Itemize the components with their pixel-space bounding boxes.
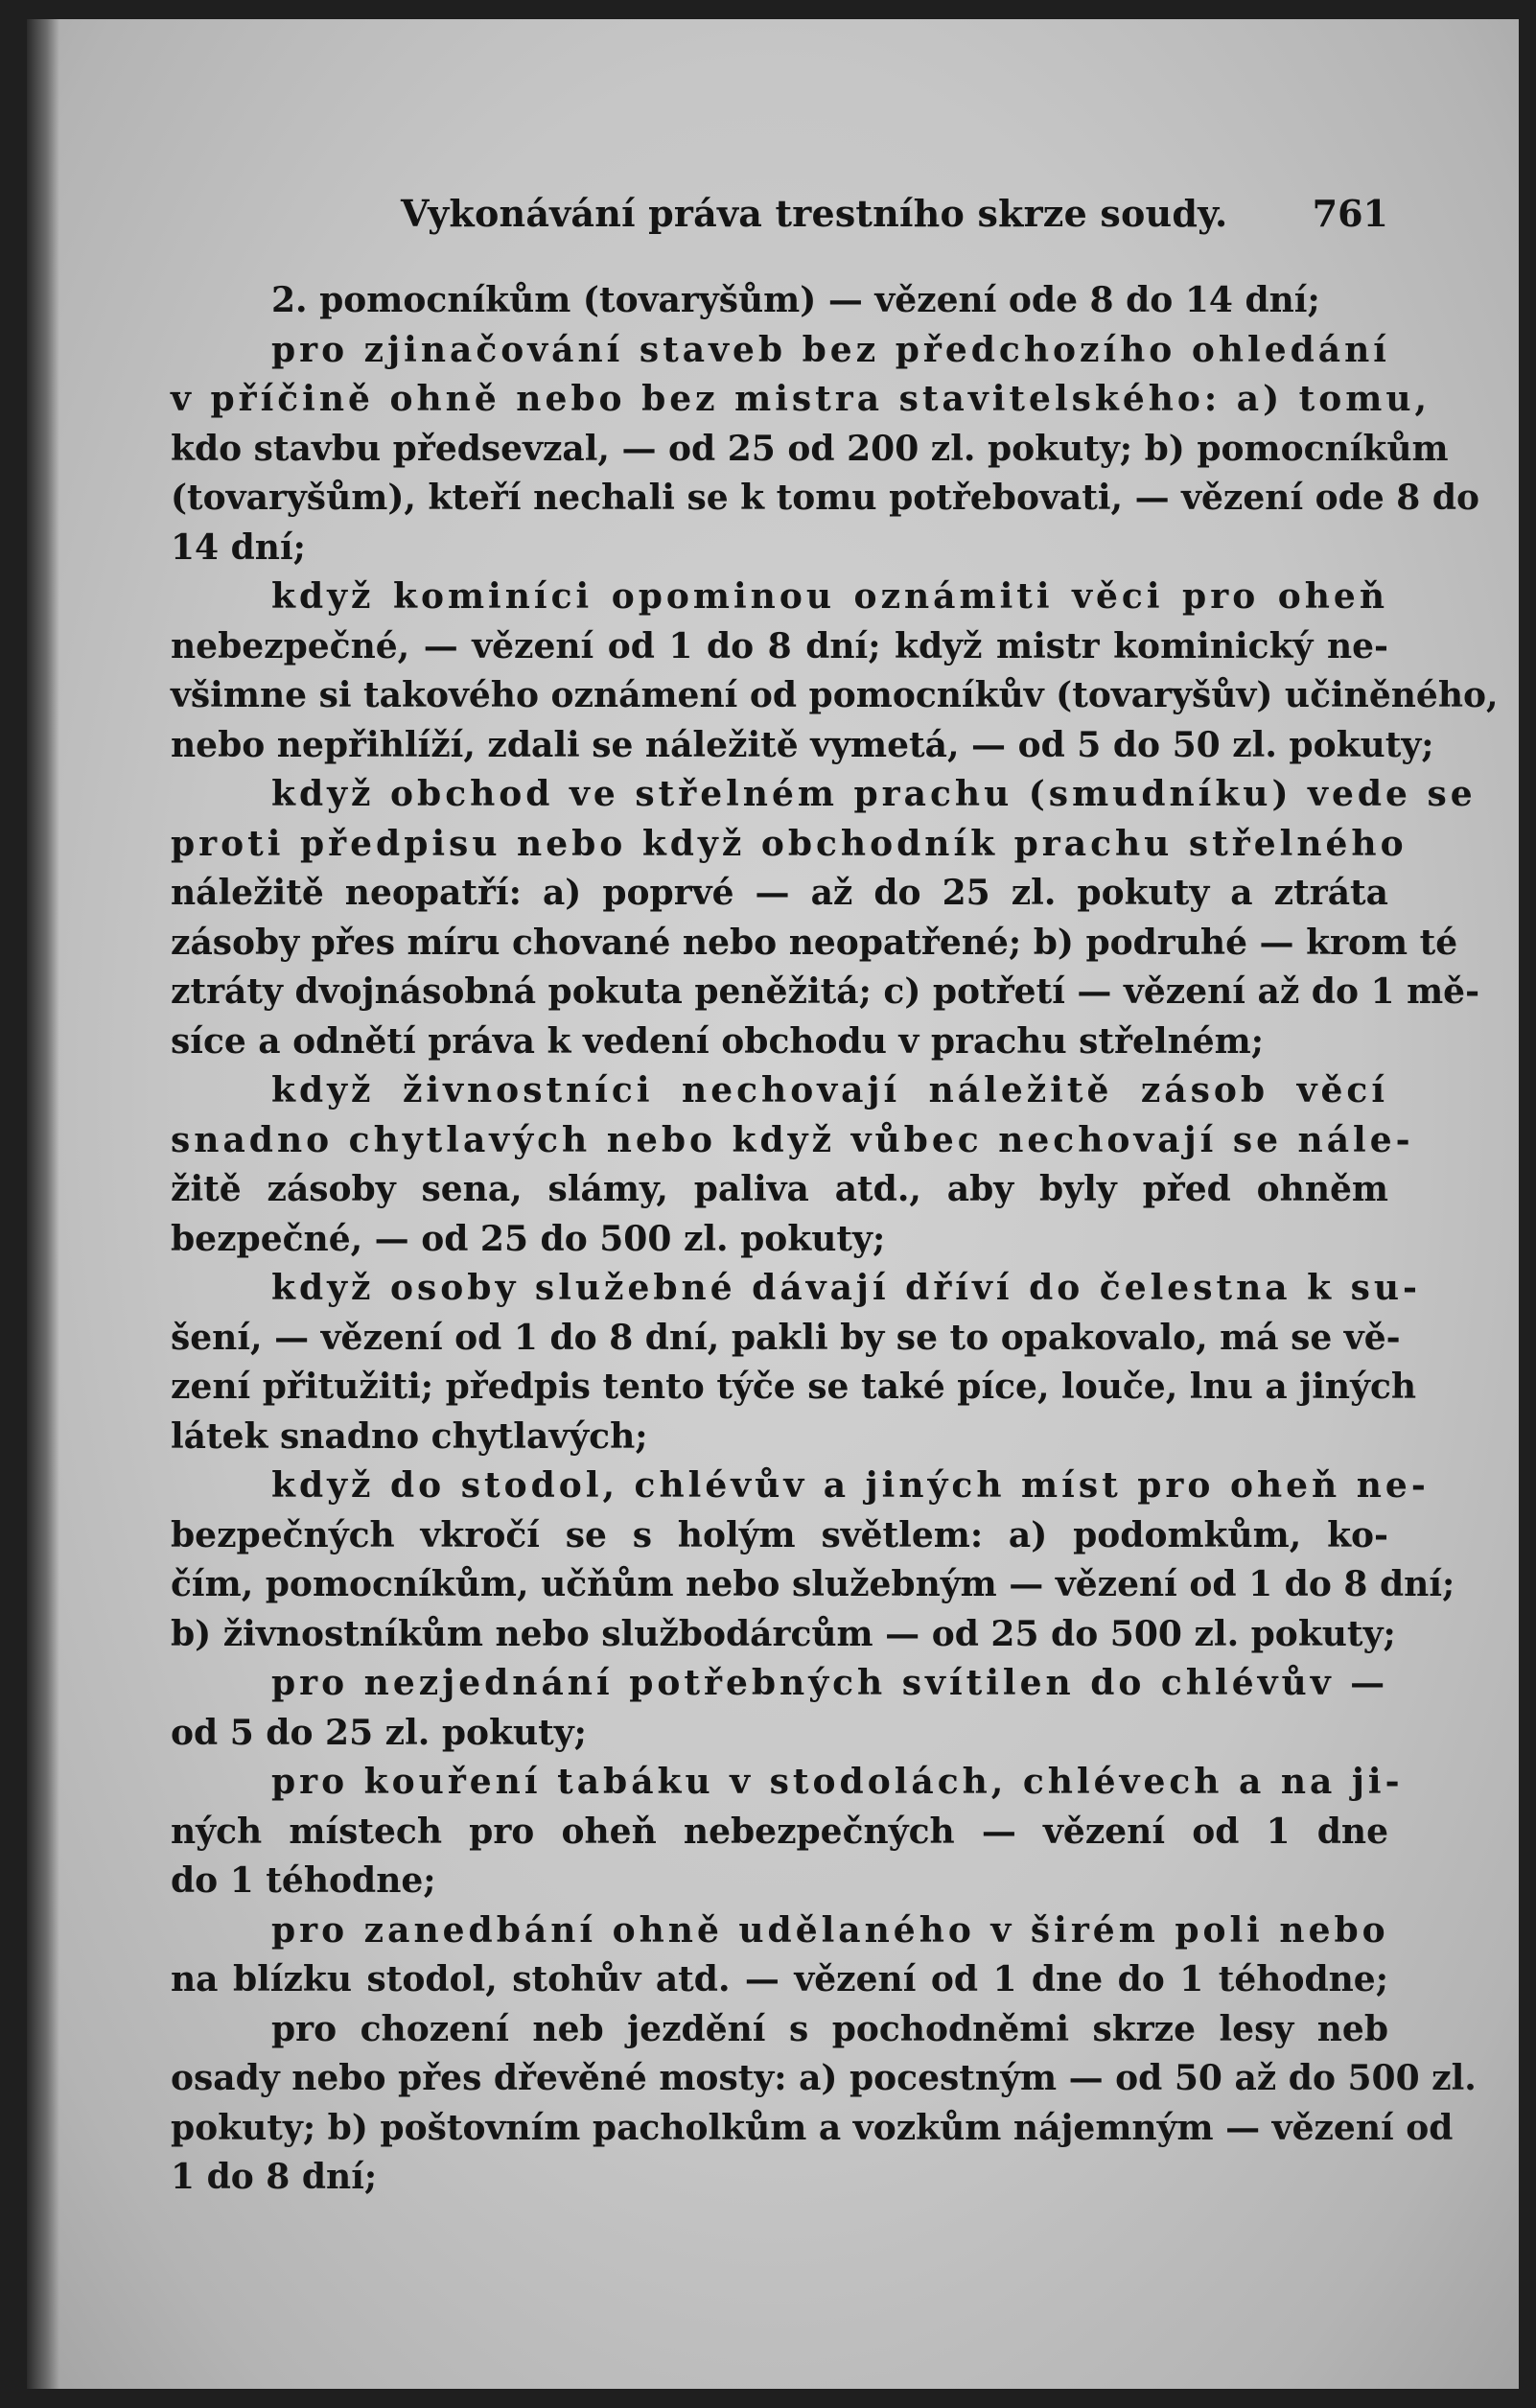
text-line: náležitě neopatří: a) poprvé — až do 25 zl. pokuty a ztráta [171,873,1388,913]
text-line: na blízku stodol, stohův atd. — vězení od 1 dne do 1 téhodne; [171,1959,1388,1999]
text-line: když kominíci opominou oznámiti věci pro oheň [271,576,1388,617]
running-head: Vykonávání práva trestního skrze soudy. [401,192,1228,235]
text-line: b) živnostníkům nebo službodárcům — od 25 do 500 zl. pokuty; [171,1613,1396,1654]
book-page [27,19,1519,2389]
text-line: žitě zásoby sena, slámy, paliva atd., aby byly před ohněm [171,1169,1388,1209]
text-line: látek snadno chytlavých; [171,1415,648,1457]
text-line: bezpečné, — od 25 do 500 zl. pokuty; [171,1218,886,1259]
text-line: proti předpisu nebo když obchodník prachu střelného [171,823,1408,864]
text-line: když obchod ve střelném prachu (smudníku) vede se [271,774,1477,814]
text-line: od 5 do 25 zl. pokuty; [171,1712,587,1753]
text-line: když živnostníci nechovají náležitě zásob věcí [271,1070,1388,1110]
text-line: v příčině ohně nebo bez mistra stavitelského: a) tomu, [171,379,1431,419]
text-line: pro chození neb jezdění s pochodněmi skrze lesy neb [271,2008,1388,2049]
text-line: 2. pomocníkům (tovaryšům) — vězení ode 8 do 14 dní; [271,280,1320,320]
text-line: do 1 téhodne; [171,1860,436,1901]
text-line: síce a odnětí práva k vedení obchodu v prachu střelném; [171,1020,1265,1062]
text-line: když do stodol, chlévův a jiných míst pro oheň ne- [271,1465,1430,1506]
page-body [171,276,1499,2203]
text-line: pro zanedbání ohně udělaného v širém poli nebo [271,1909,1389,1951]
text-line: čím, pomocníkům, učňům nebo služebným — vězení od 1 do 8 dní; [171,1564,1455,1604]
text-line: ných místech pro oheň nebezpečných — vězení od 1 dne [171,1811,1388,1852]
text-line: zásoby přes míru chované nebo neopatřené; b) podruhé — krom té [171,922,1458,963]
text-line: snadno chytlavých nebo když vůbec nechovají se nále- [171,1119,1414,1160]
page-left-edge [27,19,59,2389]
text-line: osady nebo přes dřevěné mosty: a) pocestným — od 50 až do 500 zl. [171,2058,1477,2098]
text-line: 14 dní; [171,526,306,568]
page-header [401,192,1388,249]
text-line: nebo nepřihlíží, zdali se náležitě vymetá, — od 5 do 50 zl. pokuty; [171,724,1434,765]
text-line: když osoby služebné dávají dříví do čelestna k su- [271,1268,1421,1308]
text-line: pro kouření tabáku v stodolách, chlévech a na ji- [271,1762,1404,1802]
text-line: šení, — vězení od 1 do 8 dní, pakli by se to opakovalo, má se vě- [171,1317,1401,1358]
text-line: pro zjinačování staveb bez předchozího ohledání [271,329,1390,370]
text-line: ztráty dvojnásobná pokuta peněžitá; c) potřetí — vězení až do 1 mě- [171,971,1480,1012]
text-line: nebezpečné, — vězení od 1 do 8 dní; když mistr kominický ne- [171,625,1388,666]
text-line: bezpečných vkročí se s holým světlem: a) podomkům, ko- [171,1514,1388,1555]
text-line: kdo stavbu předsevzal, — od 25 od 200 zl. pokuty; b) pomocníkům [171,428,1449,469]
page-number: 761 [1312,192,1388,235]
text-line: (tovaryšům), kteří nechali se k tomu potřebovati, — vězení ode 8 do [171,478,1480,518]
text-line: pokuty; b) poštovním pacholkům a vozkům nájemným — vězení od [171,2107,1454,2148]
text-line: pro nezjednání potřebných svítilen do chlévův — [271,1663,1389,1703]
text-line: 1 do 8 dní; [171,2157,378,2197]
text-line: zení přitužiti; předpis tento týče se také píce, louče, lnu a jiných [171,1367,1417,1407]
text-line: všimne si takového oznámení od pomocníkův (tovaryšův) učiněného, [171,675,1499,715]
